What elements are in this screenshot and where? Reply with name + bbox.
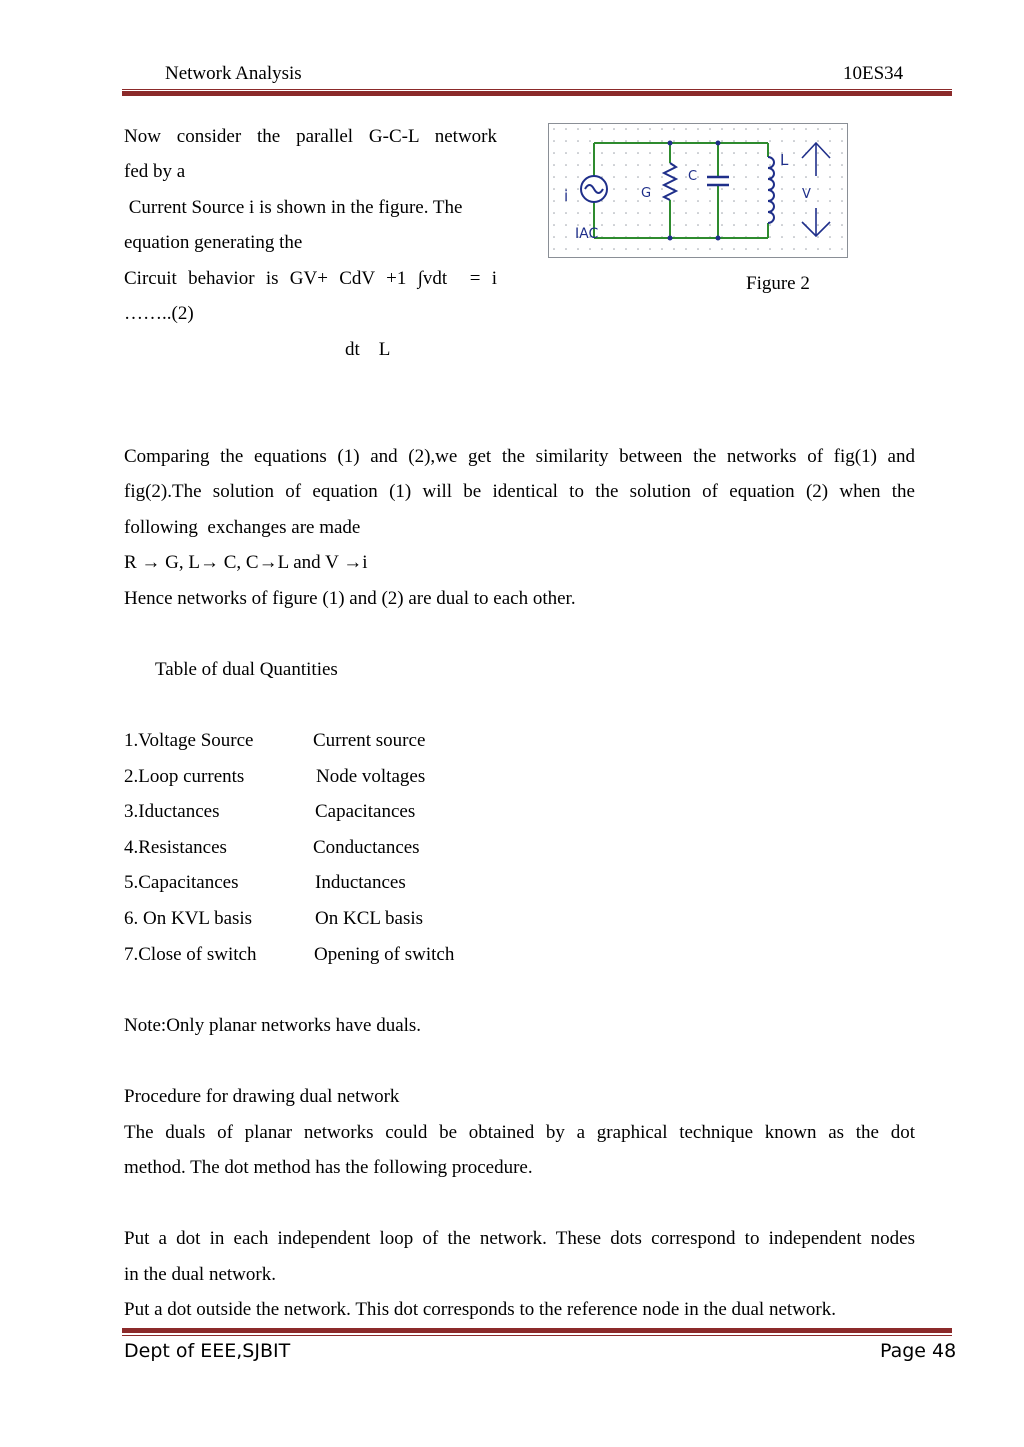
label-v: V [802, 187, 811, 202]
label-iac: IAC [575, 226, 599, 242]
circuit-figure [548, 123, 848, 258]
table-cell-right: On KCL basis [315, 908, 424, 929]
procedure-step-1-line-2: in the dual network. [124, 1264, 276, 1285]
table-cell-left: 4.Resistances [124, 837, 227, 858]
table-cell-left: 7.Close of switch [124, 944, 257, 965]
header-title: Network Analysis [165, 63, 302, 84]
comparison-line-2: fig(2).The solution of equation (1) will be identical to the solution of equation (2) when the [124, 481, 915, 502]
intro-line-7: dt L [345, 339, 391, 360]
table-cell-right: Inductances [315, 872, 406, 893]
comparison-line-3: following exchanges are made [124, 517, 361, 538]
table-cell-left: 6. On KVL basis [124, 908, 253, 929]
intro-line-3: Current Source i is shown in the figure. The [124, 197, 463, 218]
intro-line-2: fed by a [124, 161, 186, 182]
intro-equation: Circuit behavior is GV+ CdV +1 ∫vdt = i [124, 268, 497, 289]
table-cell-left: 3.Iductances [124, 801, 220, 822]
exchange-rule: R → G, L→ C, C→L and V →i [124, 552, 368, 573]
intro-line-4: equation generating the [124, 232, 303, 253]
label-c: C [688, 169, 698, 184]
intro-line-1: Now consider the parallel G-C-L network [124, 126, 497, 147]
procedure-step-2: Put a dot outside the network. This dot corresponds to the reference node in the dual network. [124, 1299, 836, 1320]
intro-line-6: ……..(2) [124, 303, 194, 324]
table-cell-right: Conductances [313, 837, 420, 858]
header-rule-thick [122, 91, 952, 96]
label-l: L [780, 151, 789, 169]
footer-rule-thin [122, 1335, 952, 1336]
header-code: 10ES34 [843, 63, 904, 84]
table-cell-right: Capacitances [315, 801, 416, 822]
comparison-line-1: Comparing the equations (1) and (2),we get the similarity between the networks of fig(1) and [124, 446, 915, 467]
figure-caption: Figure 2 [746, 273, 810, 294]
footer-dept: Dept of EEE,SJBIT [124, 1340, 291, 1362]
note-text: Note:Only planar networks have duals. [124, 1015, 422, 1036]
table-cell-right: Opening of switch [314, 944, 455, 965]
label-g: G [641, 186, 652, 201]
procedure-line-1: The duals of planar networks could be obtained by a graphical technique known as the dot [124, 1122, 915, 1143]
ac-source-symbol [581, 176, 607, 202]
table-cell-left: 2.Loop currents [124, 766, 245, 787]
procedure-line-2: method. The dot method has the following procedure. [124, 1157, 533, 1178]
table-cell-left: 1.Voltage Source [124, 730, 254, 751]
footer-page-number: Page 48 [880, 1340, 957, 1362]
header-rule-thin [122, 89, 952, 90]
table-cell-left: 5.Capacitances [124, 872, 239, 893]
procedure-step-1-line-1: Put a dot in each independent loop of the network. These dots correspond to independent nodes [124, 1228, 915, 1249]
dual-conclusion: Hence networks of figure (1) and (2) are dual to each other. [124, 588, 576, 609]
procedure-title: Procedure for drawing dual network [124, 1086, 400, 1107]
table-cell-right: Current source [313, 730, 426, 751]
table-cell-right: Node voltages [316, 766, 426, 787]
label-i: i [564, 187, 569, 205]
footer-rule-thick [122, 1328, 952, 1333]
table-title: Table of dual Quantities [155, 659, 338, 680]
